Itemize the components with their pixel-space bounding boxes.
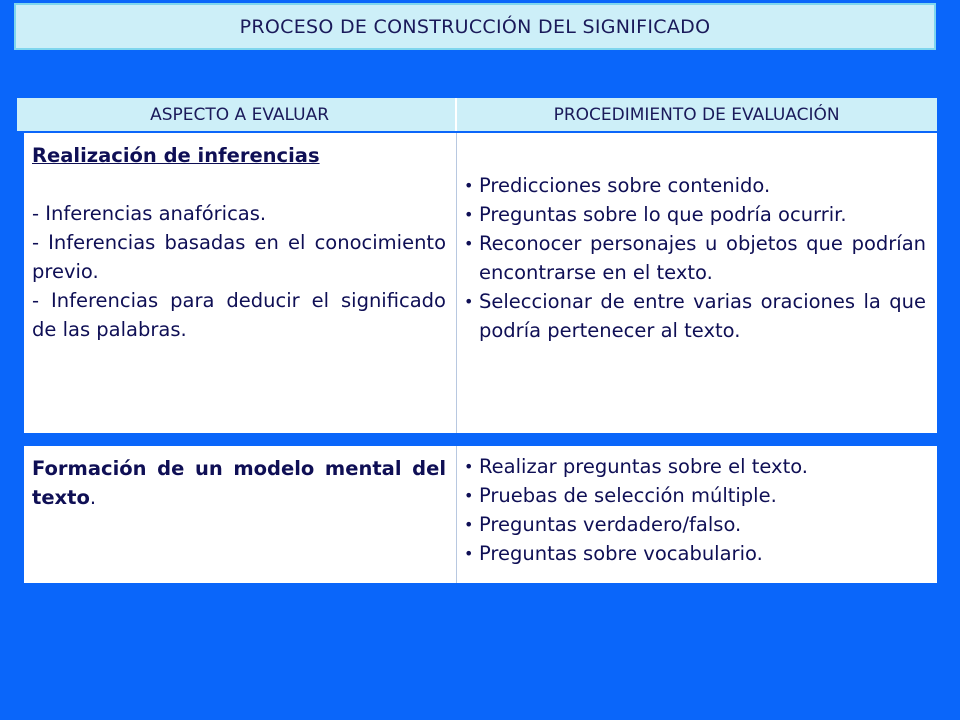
page-title: PROCESO DE CONSTRUCCIÓN DEL SIGNIFICADO [14, 3, 936, 50]
procedure-item: • Preguntas sobre vocabulario. [464, 539, 926, 568]
procedure-item: • Reconocer personajes u objetos que podrían encontrarse en el texto. [464, 229, 926, 287]
aspect-item: - Inferencias basadas en el conocimiento previo. [32, 231, 446, 283]
aspect-title-suffix: . [89, 486, 97, 509]
procedure-cell [464, 452, 926, 568]
table-header [17, 98, 937, 131]
procedure-item: • Predicciones sobre contenido. [464, 171, 926, 200]
procedure-cell [464, 171, 926, 345]
aspect-cell [32, 141, 446, 344]
aspect-title: Realización de inferencias [32, 144, 320, 167]
aspect-item: - Inferencias anafóricas. [32, 202, 267, 225]
aspect-title [32, 454, 446, 512]
procedure-list [464, 452, 926, 568]
header-divider [455, 98, 457, 131]
procedure-item: • Preguntas verdadero/falso. [464, 510, 926, 539]
header-procedure: PROCEDIMIENTO DE EVALUACIÓN [553, 104, 840, 125]
header-aspect: ASPECTO A EVALUAR [150, 104, 330, 125]
column-divider [456, 133, 457, 433]
procedure-item: • Realizar preguntas sobre el texto. [464, 452, 926, 481]
table-row-inferencias [24, 133, 937, 433]
aspect-title-text: Formación de un modelo mental del texto [32, 457, 446, 509]
aspect-item: - Inferencias para deducir el significado de las palabras. [32, 289, 446, 341]
aspect-cell [32, 454, 446, 512]
procedure-item: • Preguntas sobre lo que podría ocurrir. [464, 200, 926, 229]
column-divider [456, 446, 457, 583]
procedure-list [464, 171, 926, 345]
procedure-item: • Seleccionar de entre varias oraciones la que podría pertenecer al texto. [464, 287, 926, 345]
table-row-modelo-mental [24, 446, 937, 583]
procedure-item: • Pruebas de selección múltiple. [464, 481, 926, 510]
